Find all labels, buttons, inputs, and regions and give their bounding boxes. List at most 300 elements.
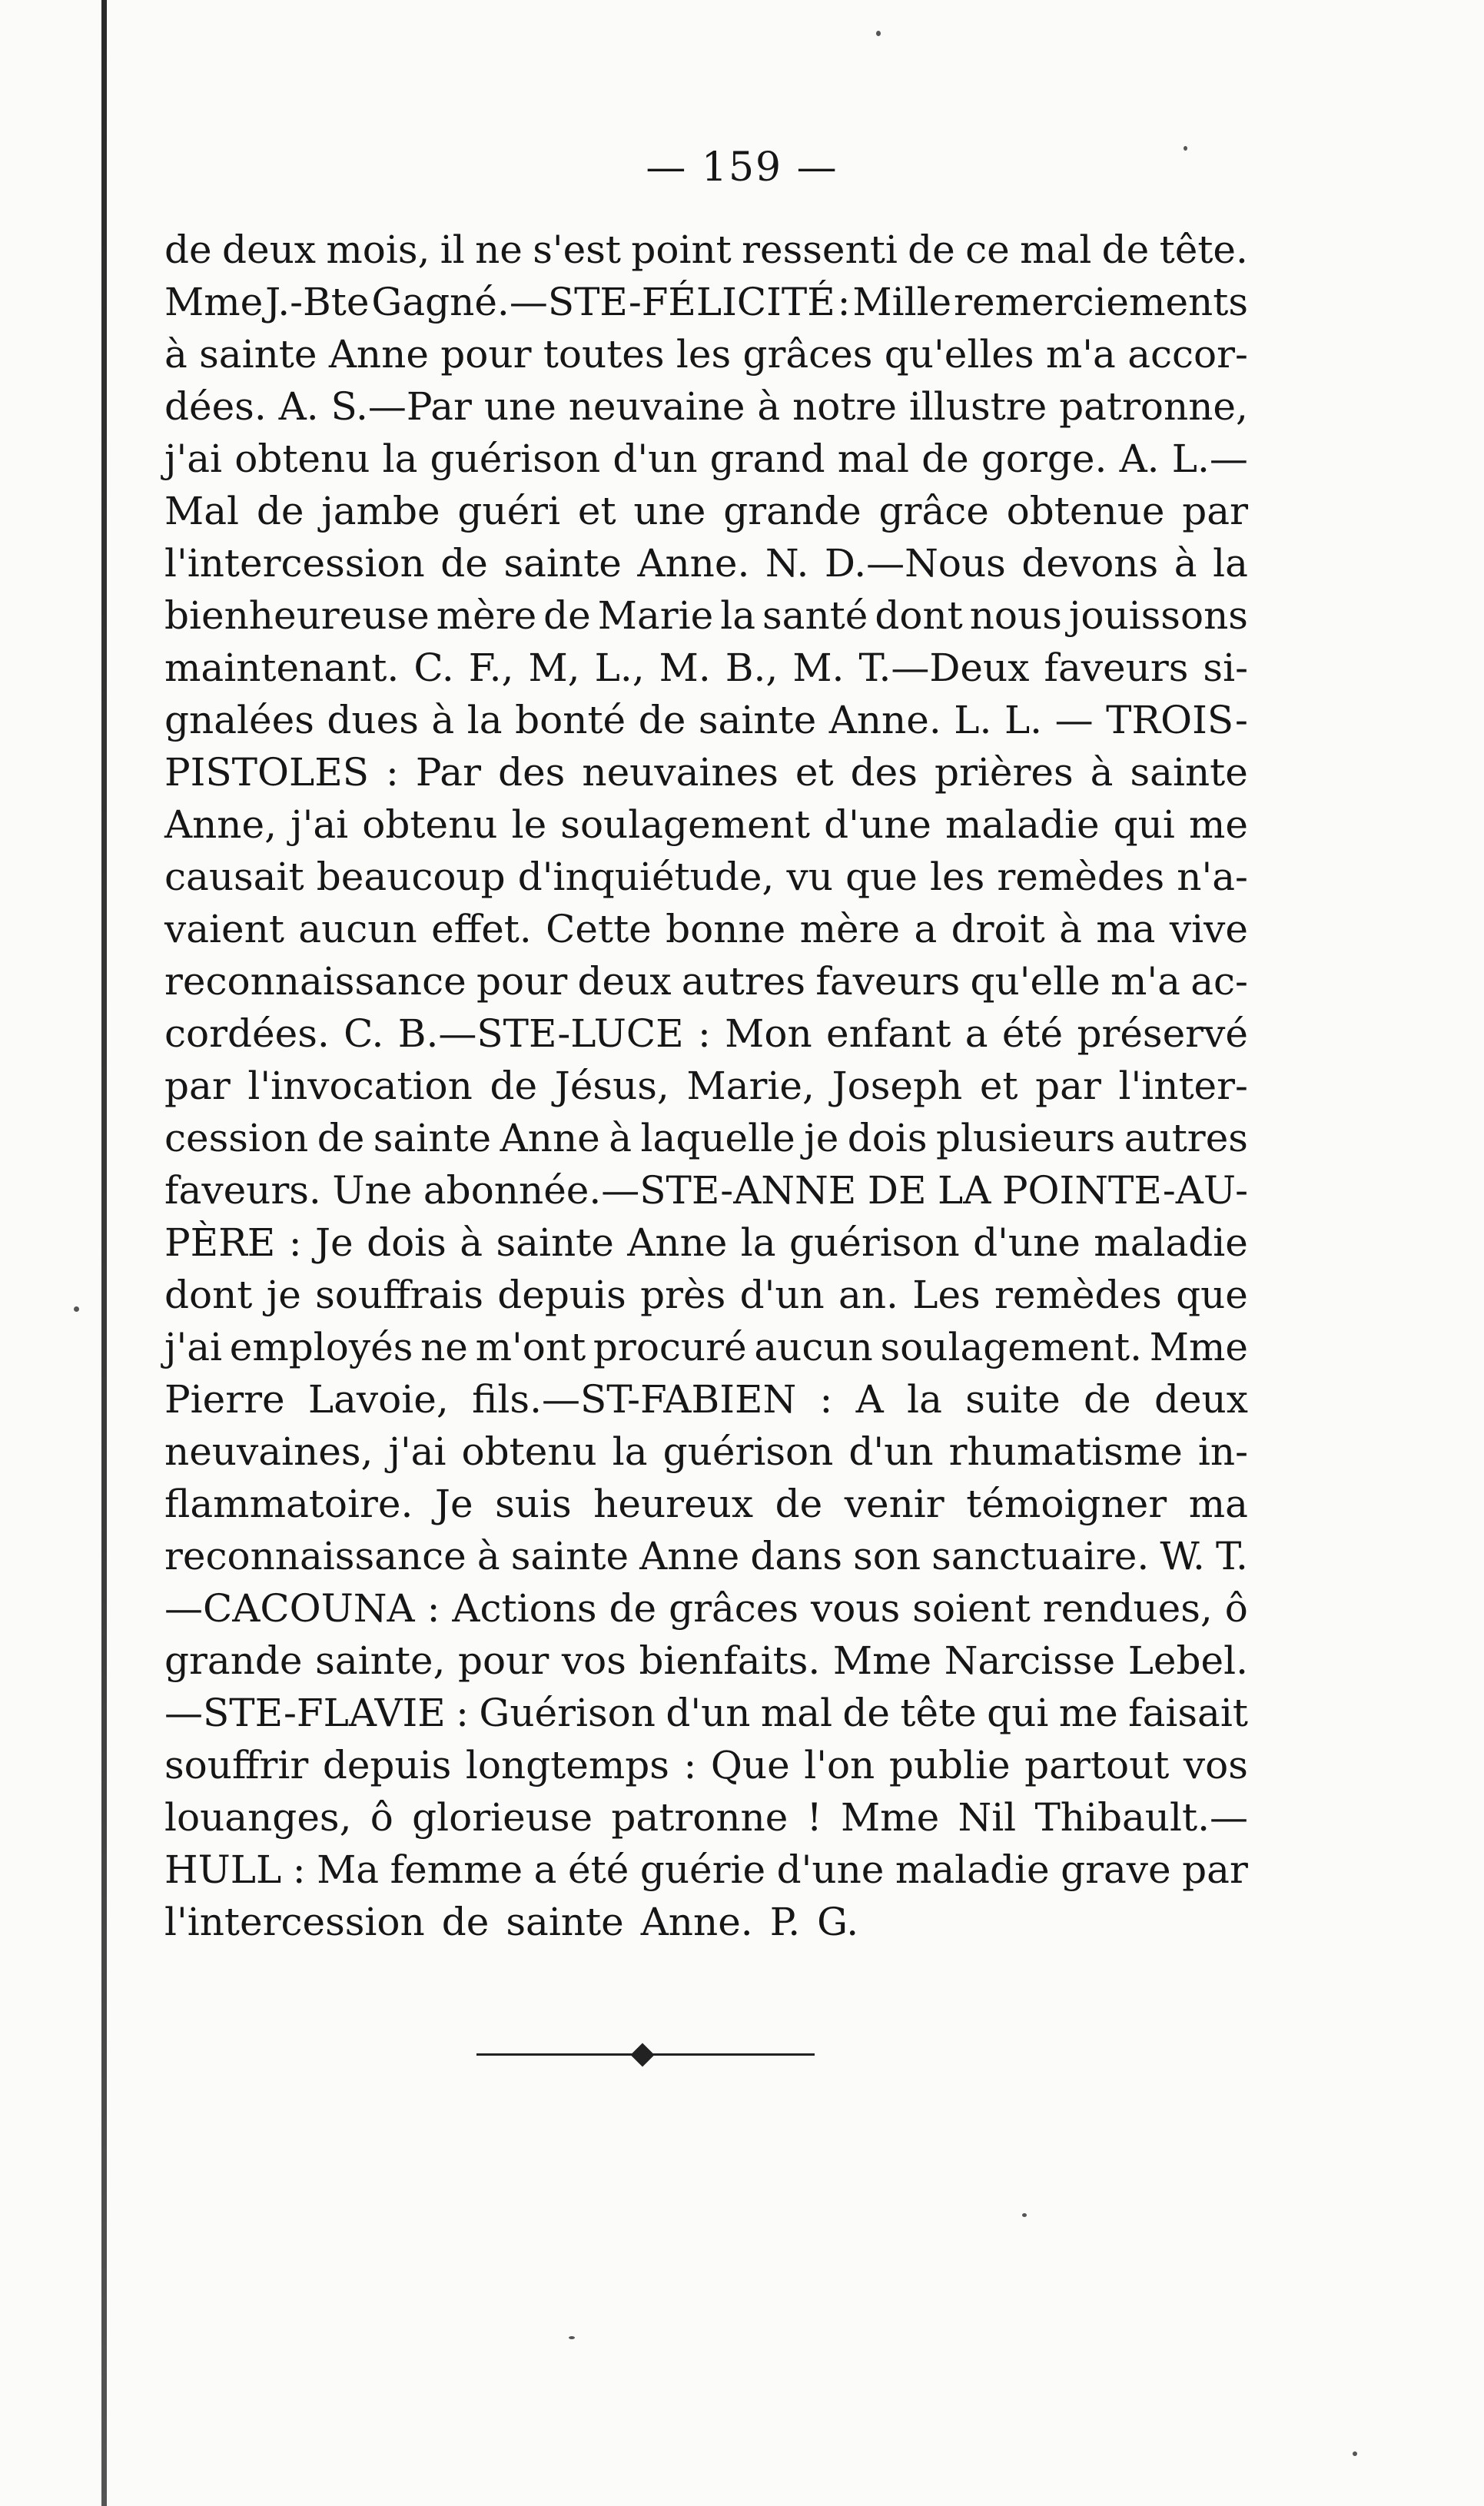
word: bonne (666, 907, 786, 951)
word: J.-Bte (265, 280, 370, 324)
word: Gagné.—STE-FÉLICITÉ (371, 280, 835, 324)
word: tête (900, 1691, 977, 1735)
word: Guérison (479, 1691, 656, 1735)
word: suite (965, 1377, 1061, 1422)
speck (1022, 2213, 1027, 2217)
word: mal (1020, 227, 1092, 272)
word: dont (164, 1273, 253, 1317)
speck (1184, 146, 1187, 151)
word: guérie (639, 1847, 766, 1892)
word: reconnaissance (164, 1534, 466, 1578)
word: maladie (1094, 1220, 1248, 1265)
word: de (441, 1900, 490, 1944)
word: Mme (832, 1638, 932, 1683)
text-line (164, 384, 1248, 436)
word: —STE-FLAVIE (164, 1691, 446, 1735)
word: gorge. (981, 436, 1107, 481)
word: vos (1183, 1743, 1248, 1787)
word: de (543, 593, 591, 638)
word: bonté (515, 698, 626, 742)
word: femme (390, 1847, 523, 1892)
word: bienheureuse (164, 593, 430, 638)
word: une (633, 489, 706, 533)
word: si- (1203, 646, 1248, 690)
word: sainte (496, 1220, 614, 1265)
binding-margin-line (101, 0, 107, 2506)
text-line (164, 1847, 1248, 1900)
word: faveurs. (164, 1168, 321, 1213)
text-line (164, 436, 1248, 489)
word: Anne (328, 332, 429, 377)
word: maladie (895, 1847, 1050, 1892)
word: DE (867, 1168, 927, 1213)
word: par (1182, 1847, 1248, 1892)
word: Actions (452, 1586, 597, 1631)
word: à (1090, 750, 1114, 795)
word: des (498, 750, 566, 795)
word: Anne (639, 1534, 740, 1578)
word: qui (1113, 802, 1175, 847)
word: an. (838, 1273, 898, 1317)
word: témoigner (966, 1482, 1167, 1526)
word: et (577, 489, 616, 533)
word: Ma (317, 1847, 380, 1892)
word: d'un (848, 1429, 934, 1474)
word: : (288, 1220, 302, 1265)
word: la (740, 1220, 776, 1265)
text-line (164, 646, 1248, 698)
word: été (568, 1847, 629, 1892)
word: mois, (326, 227, 430, 272)
word: Joseph (832, 1064, 963, 1108)
word: maladie (945, 802, 1100, 847)
word: à (431, 698, 455, 742)
word: la (720, 593, 756, 638)
word: Mon (725, 1011, 812, 1056)
word: plusieurs (936, 1116, 1116, 1160)
word: reconnaissance (164, 959, 466, 1004)
text-line (164, 1482, 1248, 1534)
text-line (164, 541, 1248, 593)
word: deux (1154, 1377, 1248, 1422)
word: droit (951, 907, 1045, 951)
text-line (164, 1273, 1248, 1325)
word: de (609, 1586, 657, 1631)
word: grâces (669, 1586, 799, 1631)
word: la (907, 1377, 942, 1422)
word: et (795, 750, 834, 795)
text-line (164, 1011, 1248, 1064)
word: sanctuaire. (931, 1534, 1150, 1578)
word: le (511, 802, 547, 847)
text-line (164, 489, 1248, 541)
word: L. (954, 698, 992, 742)
text-line (164, 1534, 1248, 1586)
text-line (164, 1743, 1248, 1795)
word: guérison (430, 436, 601, 481)
word: grâce (878, 489, 989, 533)
word: T. (1216, 1534, 1248, 1578)
word: a (964, 1011, 988, 1056)
word: d'une (973, 1220, 1081, 1265)
word: vous (811, 1586, 901, 1631)
word: Mal (164, 489, 239, 533)
word: Mille (852, 280, 952, 324)
divider-ornament-icon (630, 2043, 654, 2066)
word: : (427, 1586, 440, 1631)
word: Je (434, 1482, 473, 1526)
word: n'a- (1177, 855, 1248, 899)
word: PÈRE (164, 1220, 276, 1265)
word: qu'elles (884, 332, 1034, 377)
word: les (676, 332, 732, 377)
word: patronne (611, 1795, 788, 1840)
page-number: — 159 — (646, 144, 838, 191)
word: Par (415, 750, 482, 795)
text-line (164, 1795, 1248, 1847)
word: W. (1160, 1534, 1205, 1578)
word: soulagement. (880, 1325, 1143, 1369)
word: grâces (742, 332, 873, 377)
word: remèdes (994, 1273, 1162, 1317)
word: qui (987, 1691, 1049, 1735)
word: des (850, 750, 918, 795)
text-line (164, 1429, 1248, 1482)
word: la (612, 1429, 648, 1474)
word: Lavoie, (307, 1377, 449, 1422)
word: publie (888, 1743, 1011, 1787)
word: j'ai (164, 436, 223, 481)
word: D.—Nous (824, 541, 1006, 586)
word: de (842, 1691, 891, 1735)
word: bienfaits. (639, 1638, 821, 1683)
word: Jésus, (554, 1064, 669, 1108)
text-line (164, 280, 1248, 332)
word: Lebel. (1127, 1638, 1248, 1683)
text-line (164, 1064, 1248, 1116)
word: de (256, 489, 304, 533)
word: à (476, 1534, 500, 1578)
word: à (460, 1220, 483, 1265)
word: s'est (533, 227, 621, 272)
word: la (466, 698, 503, 742)
word: une (483, 384, 556, 429)
word: à (1059, 907, 1082, 951)
text-line (164, 1220, 1248, 1273)
word: neuvaines (582, 750, 779, 795)
word: guérison (662, 1429, 834, 1474)
text-line (164, 959, 1248, 1011)
word: —CACOUNA (164, 1586, 415, 1631)
word: ! (806, 1795, 822, 1840)
word: à (609, 1116, 632, 1160)
word: sainte (503, 541, 622, 586)
word: patronne, (1059, 384, 1248, 429)
word: m'a (1045, 332, 1116, 377)
word: me (1058, 1691, 1118, 1735)
word: maintenant. (164, 646, 400, 690)
word: abonnée.—STE-ANNE (423, 1168, 857, 1213)
word: sainte (698, 698, 817, 742)
text-line (164, 1900, 1248, 1952)
word: remerciements (954, 280, 1248, 324)
text-line (164, 855, 1248, 907)
word: dans (750, 1534, 843, 1578)
word: sainte (373, 1116, 492, 1160)
word: santé (762, 593, 868, 638)
word: autres (1124, 1116, 1248, 1160)
word: dont (875, 593, 963, 638)
word: in- (1197, 1429, 1248, 1474)
word: je (266, 1273, 301, 1317)
word: vaient (164, 907, 284, 951)
word: m'a (1110, 959, 1180, 1004)
word: de (775, 1482, 823, 1526)
word: par (164, 1064, 231, 1108)
word: enfant (826, 1011, 951, 1056)
word: de (317, 1116, 365, 1160)
word: Une (332, 1168, 413, 1213)
word: de (908, 227, 955, 272)
word: pour (440, 332, 532, 377)
word: de (1084, 1377, 1131, 1422)
word: sainte (199, 332, 317, 377)
word: ne (475, 227, 523, 272)
word: : (698, 1011, 711, 1056)
word: ne (420, 1325, 468, 1369)
word: laquelle (640, 1116, 795, 1160)
word: Narcisse (944, 1638, 1116, 1683)
word: B.—STE-LUCE (397, 1011, 684, 1056)
word: deux (577, 959, 672, 1004)
word: glorieuse (412, 1795, 593, 1840)
word: neuvaines, (164, 1429, 373, 1474)
word: d'un (613, 436, 698, 481)
word: TROIS- (1106, 698, 1248, 742)
word: je (804, 1116, 839, 1160)
word: à (164, 332, 188, 377)
word: dois (367, 1220, 447, 1265)
word: Thibault.— (1034, 1795, 1248, 1840)
word: rhumatisme (948, 1429, 1183, 1474)
word: toutes (543, 332, 665, 377)
word: m'ont (475, 1325, 586, 1369)
word: sainte (506, 1900, 624, 1944)
speck (1353, 2451, 1357, 2456)
word: vu (786, 855, 833, 899)
word: obtenu (234, 436, 370, 481)
word: l'intercession (164, 1900, 425, 1944)
text-line (164, 698, 1248, 750)
text-line (164, 593, 1248, 646)
word: cession (164, 1116, 309, 1160)
word: la (1213, 541, 1248, 586)
text-line (164, 907, 1248, 959)
word: dées. (164, 384, 267, 429)
word: par (1182, 489, 1248, 533)
word: A. (278, 384, 319, 429)
text-line (164, 332, 1248, 384)
word: A. (1119, 436, 1160, 481)
word: ce (965, 227, 1010, 272)
word: L. (1004, 698, 1043, 742)
word: : (837, 280, 851, 324)
word: neuvaine (568, 384, 745, 429)
end-divider (476, 2053, 815, 2056)
word: pour (476, 959, 568, 1004)
word: Anne. (637, 541, 750, 586)
word: Mme (164, 280, 264, 324)
word: vive (1169, 907, 1248, 951)
word: PISTOLES (164, 750, 369, 795)
word: rendues, (1042, 1586, 1213, 1631)
word: ma (1188, 1482, 1248, 1526)
word: flammatoire. (164, 1482, 413, 1526)
word: près (640, 1273, 726, 1317)
word: grave (1061, 1847, 1171, 1892)
word: mère (799, 907, 901, 951)
word: faveurs (1044, 646, 1189, 690)
word: A (855, 1377, 884, 1422)
word: B., (725, 646, 779, 690)
word: tête. (1159, 227, 1248, 272)
word: l'intercession (164, 541, 425, 586)
word: : (292, 1847, 306, 1892)
word: à (757, 384, 781, 429)
word: vos (561, 1638, 626, 1683)
word: a (914, 907, 938, 951)
word: de (638, 698, 686, 742)
word: il (440, 227, 465, 272)
word: me (1188, 802, 1248, 847)
text-line (164, 1638, 1248, 1691)
word: qu'elle (970, 959, 1101, 1004)
word: cordées. (164, 1011, 330, 1056)
word: et (979, 1064, 1018, 1108)
word: d'une (776, 1847, 885, 1892)
word: obtenu (362, 802, 498, 847)
text-line (164, 1377, 1248, 1429)
word: guérison (789, 1220, 960, 1265)
word: devons (1021, 541, 1159, 586)
word: point (631, 227, 732, 272)
word: aucun (754, 1325, 873, 1369)
word: l'on (804, 1743, 875, 1787)
word: préservé (1077, 1011, 1248, 1056)
word: autres (681, 959, 806, 1004)
word: Que (710, 1743, 790, 1787)
word: à (1174, 541, 1197, 586)
word: C. (413, 646, 454, 690)
speck (876, 31, 881, 36)
word: d'inquiétude, (517, 855, 775, 899)
word: M, (528, 646, 580, 690)
word: faveurs (815, 959, 961, 1004)
word: d'un (666, 1691, 751, 1735)
text-line (164, 1116, 1248, 1168)
word: Les (912, 1273, 981, 1317)
word: : (683, 1743, 697, 1787)
word: dues (327, 698, 419, 742)
text-line (164, 750, 1248, 802)
word: ressenti (742, 227, 898, 272)
word: S.—Par (330, 384, 472, 429)
word: j'ai (164, 1325, 223, 1369)
word: POINTE-AU- (1001, 1168, 1248, 1213)
word: ma (1096, 907, 1156, 951)
text-line (164, 1168, 1248, 1220)
word: HULL (164, 1847, 282, 1892)
word: grand (709, 436, 825, 481)
word: aucun (298, 907, 417, 951)
word: dois (847, 1116, 928, 1160)
word: : (386, 750, 399, 795)
word: employés (229, 1325, 413, 1369)
word: Cette (546, 907, 652, 951)
word: de (1101, 227, 1150, 272)
word: louanges, (164, 1795, 352, 1840)
word: F., (468, 646, 514, 690)
word: Anne. (828, 698, 941, 742)
word: de (490, 1064, 538, 1108)
word: LA (938, 1168, 991, 1213)
word: prières (934, 750, 1074, 795)
word: causait (164, 855, 304, 899)
word: Nil (958, 1795, 1017, 1840)
word: j'ai (388, 1429, 447, 1474)
word: soulagement (560, 802, 810, 847)
word: Pierre (164, 1377, 285, 1422)
word: effet. (431, 907, 532, 951)
word: la (382, 436, 418, 481)
word: notre (792, 384, 897, 429)
word: Marie (597, 593, 714, 638)
word: — (1054, 698, 1094, 742)
word: ac- (1190, 959, 1248, 1004)
word: remèdes (997, 855, 1165, 899)
word: sainte (1130, 750, 1248, 795)
word: deux (221, 227, 316, 272)
word: mal (760, 1691, 833, 1735)
word: longtemps (465, 1743, 669, 1787)
word: heureux (593, 1482, 754, 1526)
word: ô (370, 1795, 393, 1840)
word: pour (458, 1638, 549, 1683)
text-line (164, 1586, 1248, 1638)
text-line (164, 802, 1248, 855)
word: procuré (593, 1325, 747, 1369)
word: grande (723, 489, 862, 533)
word: que (1176, 1273, 1248, 1317)
word: P. (769, 1900, 801, 1944)
word: souffrir (164, 1743, 309, 1787)
word: partout (1024, 1743, 1170, 1787)
word: souffrais (315, 1273, 483, 1317)
word: N. (765, 541, 809, 586)
word: C. (344, 1011, 384, 1056)
word: guéri (457, 489, 561, 533)
word: a (533, 1847, 557, 1892)
word: ô (1224, 1586, 1248, 1631)
word: l'inter- (1118, 1064, 1248, 1108)
text-line (164, 227, 1248, 280)
word: sainte (510, 1534, 629, 1578)
word: M. (659, 646, 711, 690)
word: j'ai (290, 802, 349, 847)
word: obtenu (461, 1429, 597, 1474)
word: Marie, (686, 1064, 815, 1108)
word: d'une (824, 802, 931, 847)
